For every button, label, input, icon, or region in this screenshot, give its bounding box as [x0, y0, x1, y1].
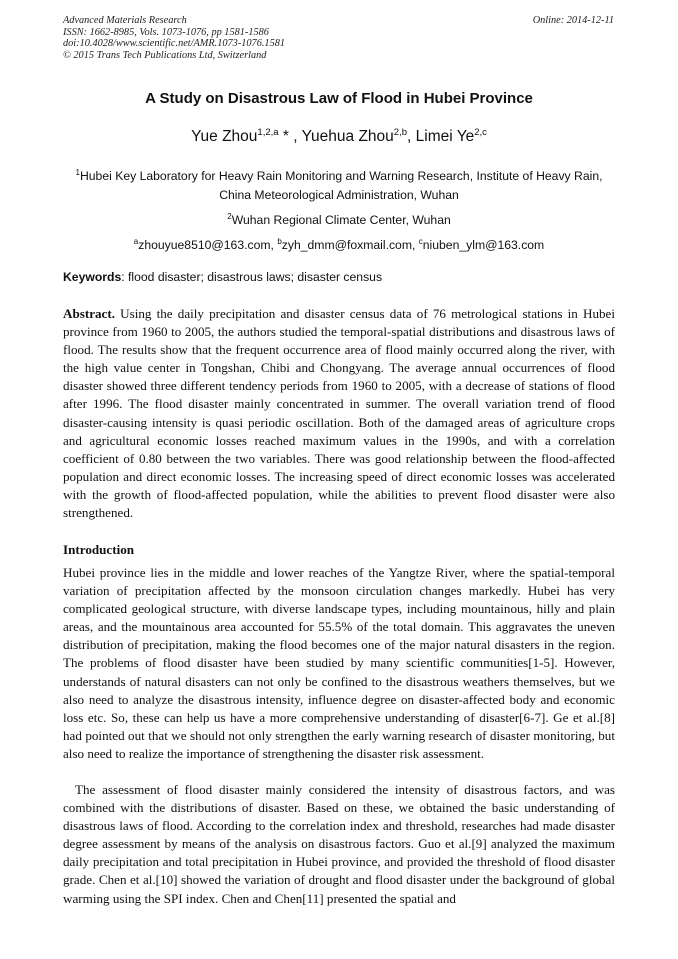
keywords-label: Keywords — [63, 270, 122, 284]
keywords-text: : flood disaster; disastrous laws; disaster census — [121, 270, 383, 284]
author-superscript: 2,b — [393, 127, 408, 138]
abstract — [63, 305, 615, 522]
affiliation-superscript: 2 — [227, 212, 232, 221]
affiliation-1 — [63, 163, 615, 205]
affiliation-text: Hubei Key Laboratory for Heavy Rain Monitoring and Warning Research, Institute of Heavy Rain, — [79, 169, 603, 184]
paper-title: A Study on Disastrous Law of Flood in Hubei Province — [145, 90, 533, 107]
email-address[interactable]: niuben_ylm@163.com — [422, 238, 545, 253]
issn-line: ISSN: 1662-8985, Vols. 1073-1076, pp 1581-1586 — [63, 26, 269, 38]
email-superscript: a — [133, 237, 139, 246]
email-superscript: c — [418, 237, 423, 246]
copyright-line: © 2015 Trans Tech Publications Ltd, Switzerland — [63, 49, 267, 61]
corresponding-mark: * — [278, 128, 294, 146]
affiliation-superscript: 1 — [75, 168, 80, 177]
online-date: Online: 2014-12-11 — [532, 15, 614, 26]
author-name: Limei Ye — [415, 128, 475, 146]
author-separator: , — [407, 128, 416, 146]
abstract-label: Abstract. — [63, 306, 115, 321]
affiliation-text: Wuhan Regional Climate Center, Wuhan — [231, 213, 451, 228]
affiliation-2 — [63, 207, 615, 230]
author-superscript: 2,c — [474, 127, 487, 138]
email-address[interactable]: zhouyue8510@163.com — [138, 238, 271, 253]
author-list — [0, 127, 678, 146]
email-separator: , — [411, 238, 419, 253]
section-heading-introduction: Introduction — [63, 542, 135, 557]
introduction-paragraph-2: The assessment of flood disaster mainly considered the intensity of disastrous factors, and was combined with the distributions of disaster. Based on these, we obtained the basic understanding of disastrous laws of flood. According to the correlation index and threshold, researches had made disaster degree assessment by means of the analysis on disastrous factors. Guo et al.[9] analyzed the maximum daily precipitation and total precipitation in Hubei province, and provided the threshold of flood disaster grade. Chen et al.[10] showed the variation of drought and flood disaster under the background of global warming using the SPI index. Chen and Chen[11] presented the spatial and — [63, 782, 615, 906]
author-name: Yuehua Zhou — [301, 128, 394, 146]
author-superscript: 1,2,a — [257, 127, 279, 138]
email-list — [63, 232, 615, 255]
journal-header — [63, 15, 285, 61]
email-superscript: b — [277, 237, 282, 246]
journal-name: Advanced Materials Research — [63, 15, 187, 26]
email-address[interactable]: zyh_dmm@foxmail.com — [281, 238, 412, 253]
author-name: Yue Zhou — [191, 128, 258, 146]
email-separator: , — [270, 238, 278, 253]
affiliation-text: China Meteorological Administration, Wuhan — [219, 188, 459, 203]
keywords — [63, 270, 615, 284]
abstract-text: Using the daily precipitation and disaster census data of 76 metrological stations in Hubei province from 1960 to 2005, the authors studied the temporal-spatial distributions and disastrous laws of flood. The results show that the frequent occurrence area of flood mainly occurred along the river, with the high value center in Tongshan, Chibi and Chongyang. The average annual occurrences of flood disaster showed three different tendency periods from 1960 to 2005, with a decrease of stations of flood after 1996. The flood disaster mainly concentrated in summer. The overall variation trend of flood disaster-causing intensity is quasi periodic oscillation. Both of the damaged areas of agriculture crops and agricultural economic losses reached maximum values in the 1990s, and with a correlation coefficient of 0.80 between the two variables. There was good relationship between the flood-affected population and direct economic losses. The increasing speed of direct economic losses was accelerated with the growth of flood-affected population, while the abilities to prevent flood disaster were also strengthened. — [63, 306, 615, 521]
doi-line[interactable]: doi:10.4028/www.scientific.net/AMR.1073-1076.1581 — [63, 38, 286, 49]
author-separator: , — [293, 128, 302, 146]
introduction-paragraph-1: Hubei province lies in the middle and lower reaches of the Yangtze River, where the spatial-temporal variation of precipitation affected by the monsoon circulation changes markedly. Hubei has very complicated geological structure, with diverse landscape types, including mountainous, hilly and plain areas, and the mountainous area accounted for 55.5% of the total domain. This aggravates the uneven distribution of precipitation, making the flood becomes one of the major natural disasters in the region. The problems of flood disaster have been studied by many scientific communities[1-5]. However, understands of natural disasters can not only be confined to the disastrous weathers themselves, but we also need to analyze the disastrous intensity, influence degree on disaster-affected body and economic loss etc. So, these can help us have a more comprehensive understanding of disaster[6-7]. Ge et al.[8] had pointed out that we should not only strengthen the early warning research of disaster monitoring, but also need to realize the importance of strengthening the disaster risk assessment. — [63, 565, 615, 761]
